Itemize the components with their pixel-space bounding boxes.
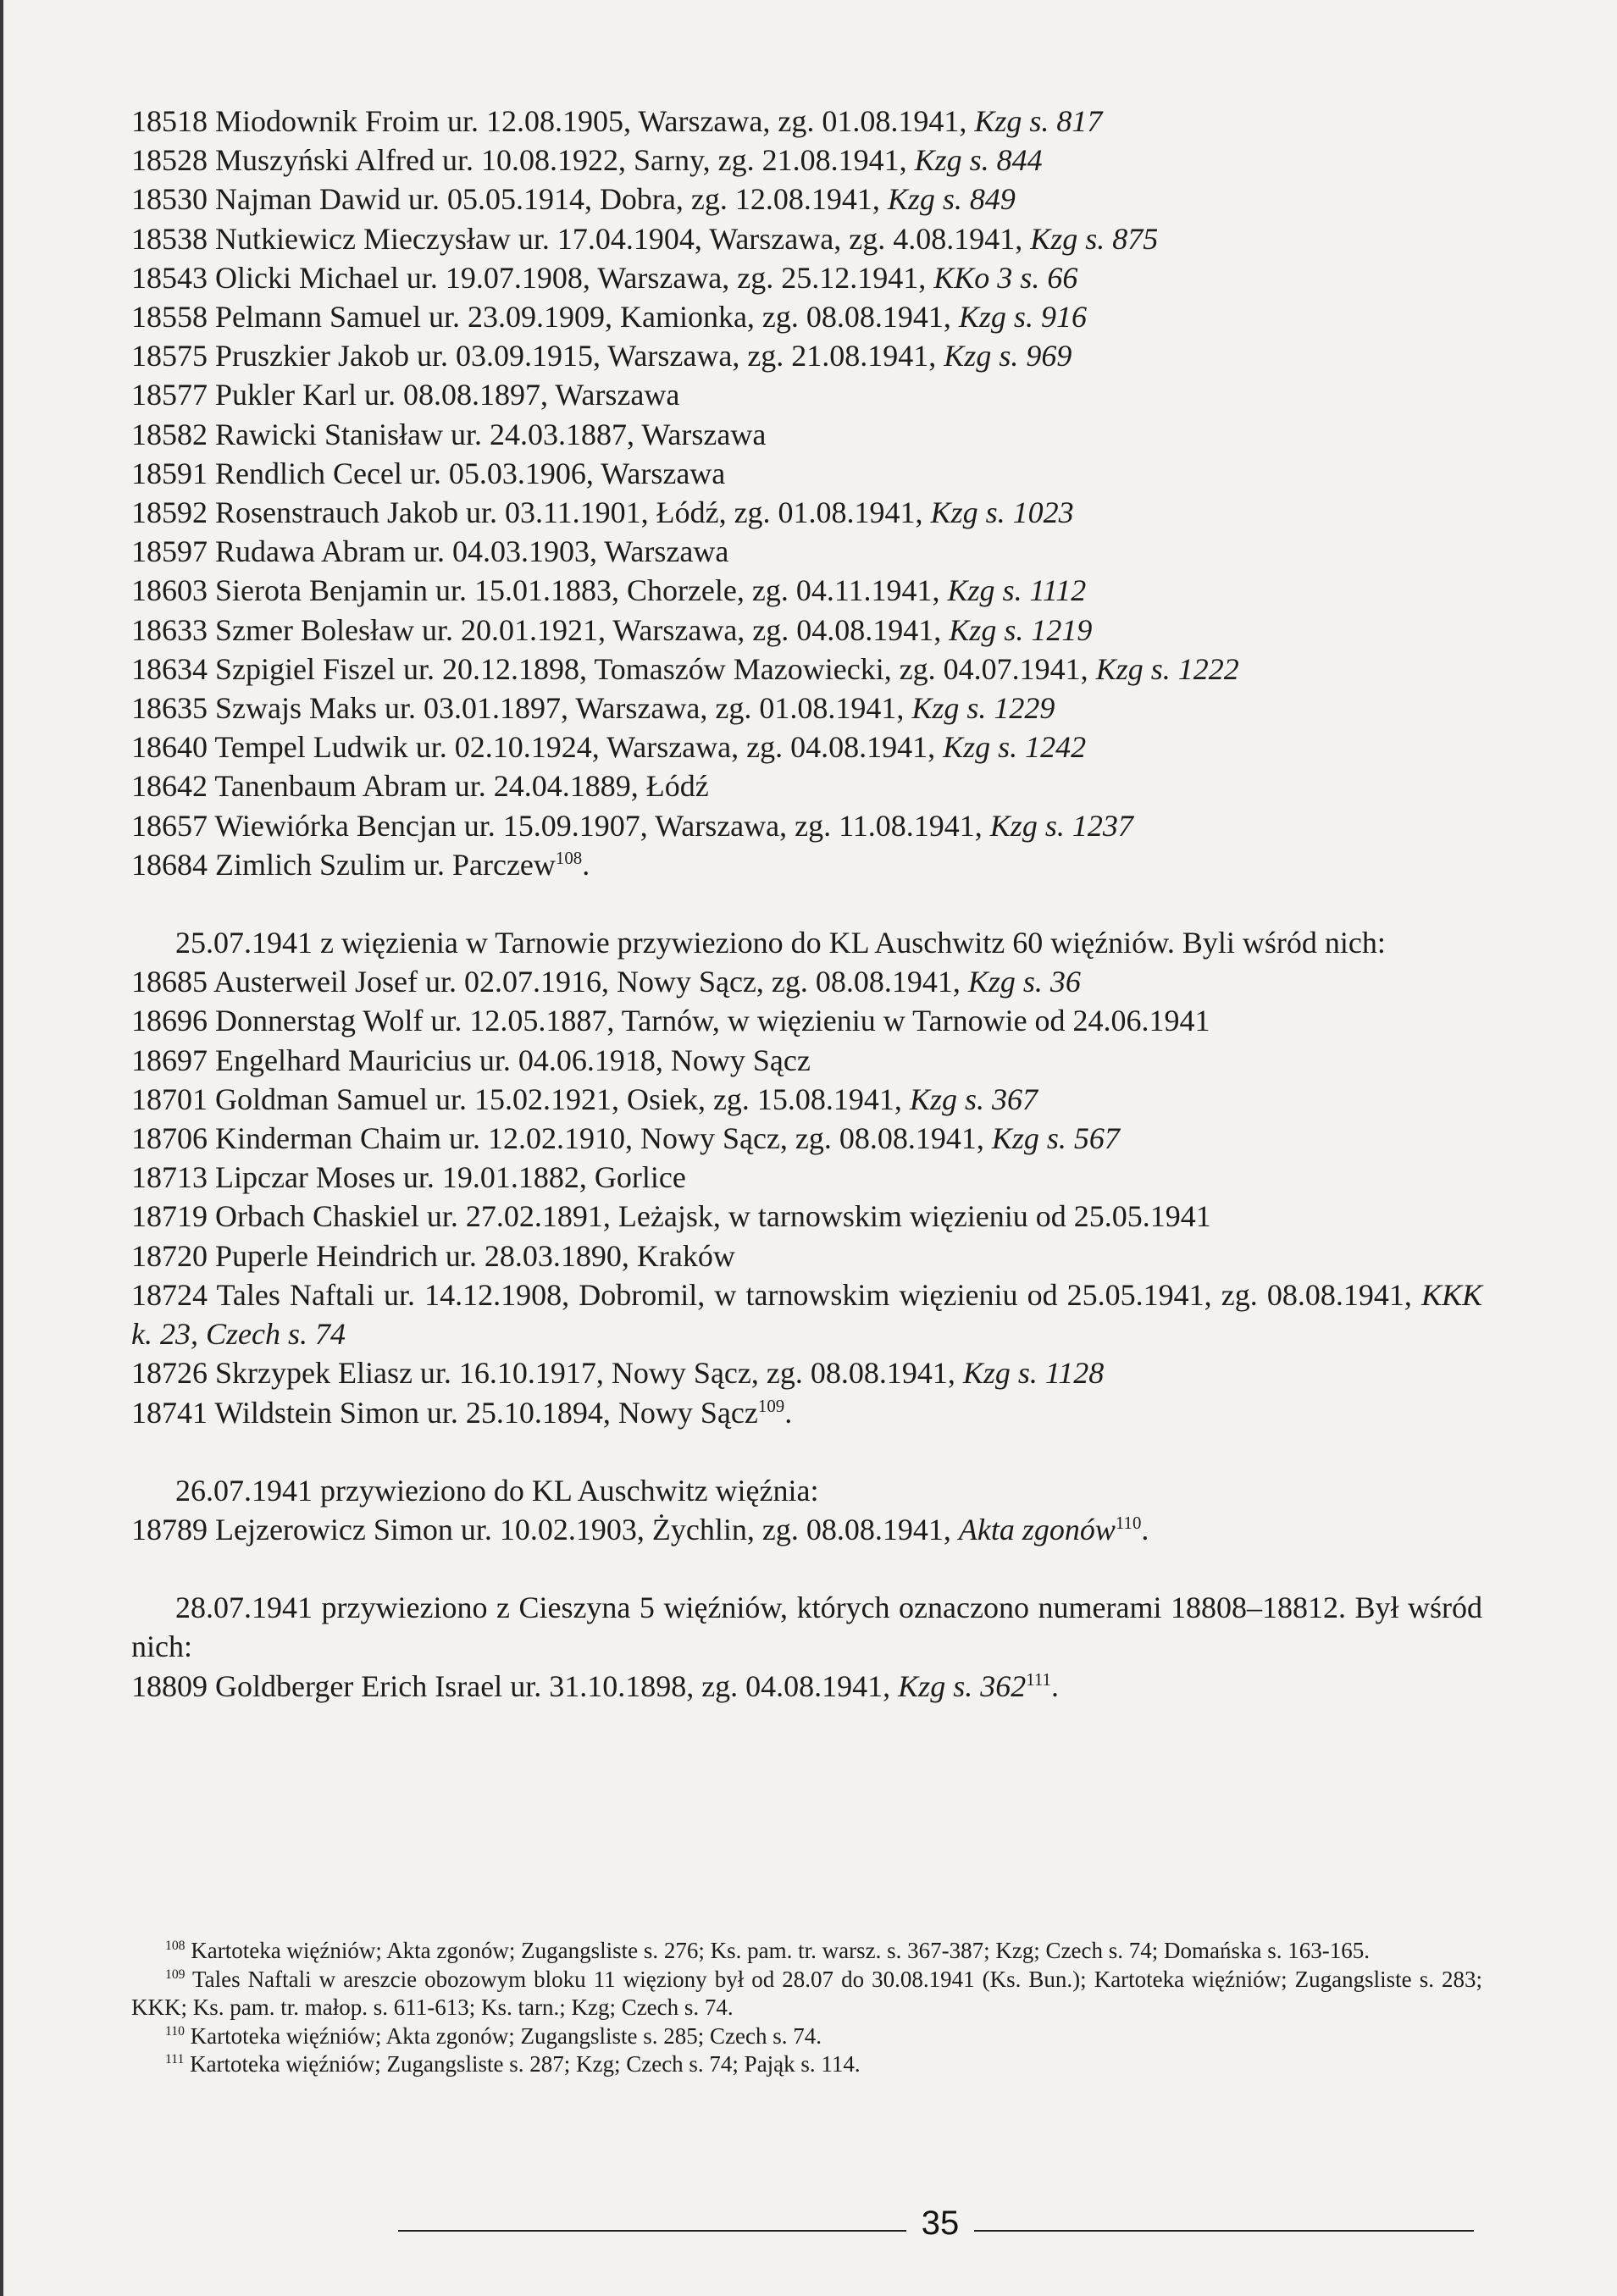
entry-punct: .	[1050, 1668, 1059, 1703]
entry-text: 18696 Donnerstag Wolf ur. 12.05.1887, Tarnów, w więzieniu w Tarnowie od 24.06.1941	[131, 1004, 1210, 1038]
list-item	[131, 375, 1482, 414]
entry-text: 18640 Tempel Ludwik ur. 02.10.1924, Warszawa, zg. 04.08.1941,	[131, 730, 944, 765]
list-item	[131, 141, 1482, 180]
entry-source: Kzg s. 844	[914, 143, 1043, 178]
entry-source: Kzg s. 817	[974, 104, 1103, 138]
entry-source: KKK k. 23, Czech s. 74	[131, 1277, 1482, 1352]
list-item	[131, 650, 1482, 689]
list-item	[131, 1197, 1482, 1236]
entry-text: 18538 Nutkiewicz Mieczysław ur. 17.04.1904, Warszawa, zg. 4.08.1941,	[131, 221, 1031, 256]
footnote-ref: 108	[555, 847, 583, 868]
list-item	[131, 728, 1482, 766]
entry-source: Kzg s. 916	[958, 300, 1087, 335]
list-item	[131, 532, 1482, 571]
prisoner-list-cieszyn	[131, 1667, 1482, 1706]
list-item	[131, 297, 1482, 336]
entry-text: 18697 Engelhard Mauricius ur. 04.06.1918, Nowy Sącz	[131, 1043, 811, 1077]
entry-text: 18789 Lejzerowicz Simon ur. 10.02.1903, Żychlin, zg. 08.08.1941,	[131, 1512, 959, 1546]
section-intro: 28.07.1941 przywieziono z Cieszyna 5 więźniów, których oznaczono numerami 18808–18812. Był wśród nich:	[131, 1591, 1482, 1664]
entry-source: Kzg s. 1237	[989, 808, 1133, 843]
entry-text: 18657 Wiewiórka Bencjan ur. 15.09.1907, Warszawa, zg. 11.08.1941,	[131, 808, 990, 843]
entry-source: Kzg s. 875	[1030, 221, 1159, 256]
list-item	[131, 415, 1482, 454]
list-item	[131, 1080, 1482, 1119]
entry-source: Kzg s. 1112	[947, 573, 1087, 608]
entry-text: 18634 Szpigiel Fiszel ur. 20.12.1898, Tomaszów Mazowiecki, zg. 04.07.1941,	[131, 651, 1096, 686]
footnote	[131, 1937, 1482, 1966]
prisoner-list-warsaw	[131, 102, 1482, 884]
section-cieszyn	[131, 1588, 1482, 1706]
footnote-ref: 110	[1115, 1512, 1142, 1533]
footnote-number: 110	[165, 2023, 185, 2039]
entry-source: Kzg s. 849	[887, 182, 1016, 217]
entry-text: 18592 Rosenstrauch Jakob ur. 03.11.1901, Łódź, zg. 01.08.1941,	[131, 495, 931, 530]
entry-text: 18633 Szmer Bolesław ur. 20.01.1921, Warszawa, zg. 04.08.1941,	[131, 612, 950, 647]
list-item	[131, 766, 1482, 805]
list-item	[131, 1510, 1482, 1549]
entry-text: 18528 Muszyński Alfred ur. 10.08.1922, Sarny, zg. 21.08.1941,	[131, 143, 915, 178]
entry-source: Kzg s. 1128	[962, 1356, 1105, 1391]
footnote-number: 108	[165, 1939, 186, 1953]
entry-text: 18558 Pelmann Samuel ur. 23.09.1909, Kamionka, zg. 08.08.1941,	[131, 300, 959, 335]
entry-text: 18597 Rudawa Abram ur. 04.03.1903, Warszawa	[131, 534, 729, 569]
entry-text: 18518 Miodownik Froim ur. 12.08.1905, Warszawa, zg. 01.08.1941,	[131, 104, 975, 138]
footnote-text: Kartoteka więźniów; Zugangsliste s. 287; Kzg; Czech s. 74; Pająk s. 114.	[184, 2051, 861, 2077]
list-item	[131, 1275, 1482, 1353]
list-item	[131, 180, 1482, 219]
list-item	[131, 454, 1482, 493]
entry-source: Kzg s. 1242	[943, 730, 1087, 765]
footnote-text: Tales Naftali w areszcie obozowym bloku 11 więziony był od 28.07 do 30.08.1941 (Ks. Bun.); Kartoteka więźniów; Zugangsliste s. 283; KKK; Ks. pam. tr. małop. s. 611-613; Ks. tarn.; Kzg; Czech s. 74.	[131, 1966, 1482, 2020]
entry-text: 18685 Austerweil Josef ur. 02.07.1916, Nowy Sącz, zg. 08.08.1941,	[131, 965, 968, 999]
page-number: 35	[921, 2205, 960, 2242]
entry-text: 18701 Goldman Samuel ur. 15.02.1921, Osiek, zg. 15.08.1941,	[131, 1082, 910, 1116]
entry-punct: .	[1141, 1512, 1149, 1546]
footnote-text: Kartoteka więźniów; Akta zgonów; Zugangsliste s. 276; Ks. pam. tr. warsz. s. 367-387; Kzg; Czech s. 74; Domańska s. 163-165.	[185, 1938, 1370, 1963]
entry-source: Kzg s. 36	[967, 965, 1081, 999]
list-item	[131, 1001, 1482, 1040]
entry-source: Kzg s. 1219	[949, 612, 1093, 647]
entry-text: 18530 Najman Dawid ur. 05.05.1914, Dobra, zg. 12.08.1941,	[131, 182, 888, 217]
page-footer	[398, 2205, 1474, 2247]
entry-source: KKo 3 s. 66	[933, 260, 1078, 295]
entry-text: 18684 Zimlich Szulim ur. Parczew	[131, 847, 556, 882]
section-2607	[131, 1471, 1482, 1549]
list-item	[131, 806, 1482, 845]
footnote-number: 109	[165, 1967, 186, 1982]
entry-text: 18635 Szwajs Maks ur. 03.01.1897, Warszawa, zg. 01.08.1941,	[131, 691, 912, 726]
list-item	[131, 1237, 1482, 1275]
entry-text: 18713 Lipczar Moses ur. 19.01.1882, Gorlice	[131, 1160, 686, 1195]
footer-rule-right	[974, 2230, 1474, 2232]
entry-text: 18582 Rawicki Stanisław ur. 24.03.1887, Warszawa	[131, 417, 767, 451]
list-item	[131, 258, 1482, 297]
entry-source: Kzg s. 367	[909, 1082, 1038, 1116]
footnote	[131, 1966, 1482, 2022]
entry-source: Kzg s. 1222	[1095, 651, 1239, 686]
footnote-text: Kartoteka więźniów; Akta zgonów; Zugangsliste s. 285; Czech s. 74.	[184, 2022, 822, 2049]
footnote-number: 111	[165, 2052, 185, 2066]
list-item	[131, 571, 1482, 610]
list-item	[131, 219, 1482, 258]
list-item	[131, 845, 1482, 884]
entry-source: Kzg s. 1023	[930, 495, 1074, 530]
entry-text: 18706 Kinderman Chaim ur. 12.02.1910, Nowy Sącz, zg. 08.08.1941,	[131, 1121, 992, 1156]
list-item	[131, 611, 1482, 650]
section-intro: 25.07.1941 z więzienia w Tarnowie przywieziono do KL Auschwitz 60 więźniów. Byli wśród nich:	[175, 926, 1386, 960]
entry-text: 18726 Skrzypek Eliasz ur. 16.10.1917, Nowy Sącz, zg. 08.08.1941,	[131, 1356, 963, 1391]
list-item	[131, 336, 1482, 375]
entry-text: 18719 Orbach Chaskiel ur. 27.02.1891, Leżajsk, w tarnowskim więzieniu od 25.05.1941	[131, 1199, 1211, 1234]
entry-text: 18591 Rendlich Cecel ur. 05.03.1906, Warszawa	[131, 456, 726, 490]
prisoner-list-tarnow	[131, 962, 1482, 1431]
entry-source: Kzg s. 362	[898, 1668, 1027, 1703]
entry-text: 18642 Tanenbaum Abram ur. 24.04.1889, Łódź	[131, 769, 709, 804]
list-item	[131, 1353, 1482, 1392]
section-intro: 26.07.1941 przywieziono do KL Auschwitz więźnia:	[175, 1473, 819, 1508]
footer-rule-left	[398, 2230, 906, 2232]
footnote-ref: 111	[1026, 1668, 1051, 1690]
entry-punct: .	[784, 1395, 793, 1430]
entry-text: 18543 Olicki Michael ur. 19.07.1908, Warszawa, zg. 25.12.1941,	[131, 260, 934, 295]
entry-text: 18575 Pruszkier Jakob ur. 03.09.1915, Warszawa, zg. 21.08.1941,	[131, 339, 944, 373]
list-item	[131, 1119, 1482, 1158]
section-tarnow	[131, 923, 1482, 1432]
prisoner-list-2607	[131, 1510, 1482, 1549]
footnote	[131, 2050, 1482, 2079]
entry-text: 18603 Sierota Benjamin ur. 15.01.1883, Chorzele, zg. 04.11.1941,	[131, 573, 948, 608]
list-item	[131, 1667, 1482, 1706]
scan-edge-shadow	[0, 0, 3, 2296]
entry-source: Akta zgonów	[958, 1512, 1116, 1546]
list-item	[131, 493, 1482, 532]
footnotes	[131, 1937, 1482, 2079]
footnote-ref: 109	[757, 1395, 785, 1416]
entry-source: Kzg s. 567	[991, 1121, 1120, 1156]
entry-text: 18577 Pukler Karl ur. 08.08.1897, Warszawa	[131, 378, 680, 412]
list-item	[131, 1158, 1482, 1197]
entry-punct: .	[582, 847, 590, 882]
footnote	[131, 2022, 1482, 2051]
entry-text: 18741 Wildstein Simon ur. 25.10.1894, Nowy Sącz	[131, 1395, 758, 1430]
entry-text: 18724 Tales Naftali ur. 14.12.1908, Dobromil, w tarnowskim więzieniu od 25.05.1941, zg. 08.08.1941,	[131, 1277, 1421, 1312]
entry-source: Kzg s. 969	[944, 339, 1072, 373]
list-item	[131, 102, 1482, 141]
list-item	[131, 1041, 1482, 1080]
entry-text: 18720 Puperle Heindrich ur. 28.03.1890, Kraków	[131, 1238, 735, 1273]
main-text	[131, 102, 1482, 1706]
entry-text: 18809 Goldberger Erich Israel ur. 31.10.1898, zg. 04.08.1941,	[131, 1668, 899, 1703]
list-item	[131, 962, 1482, 1001]
list-item	[131, 1393, 1482, 1432]
list-item	[131, 689, 1482, 728]
entry-source: Kzg s. 1229	[911, 691, 1055, 726]
